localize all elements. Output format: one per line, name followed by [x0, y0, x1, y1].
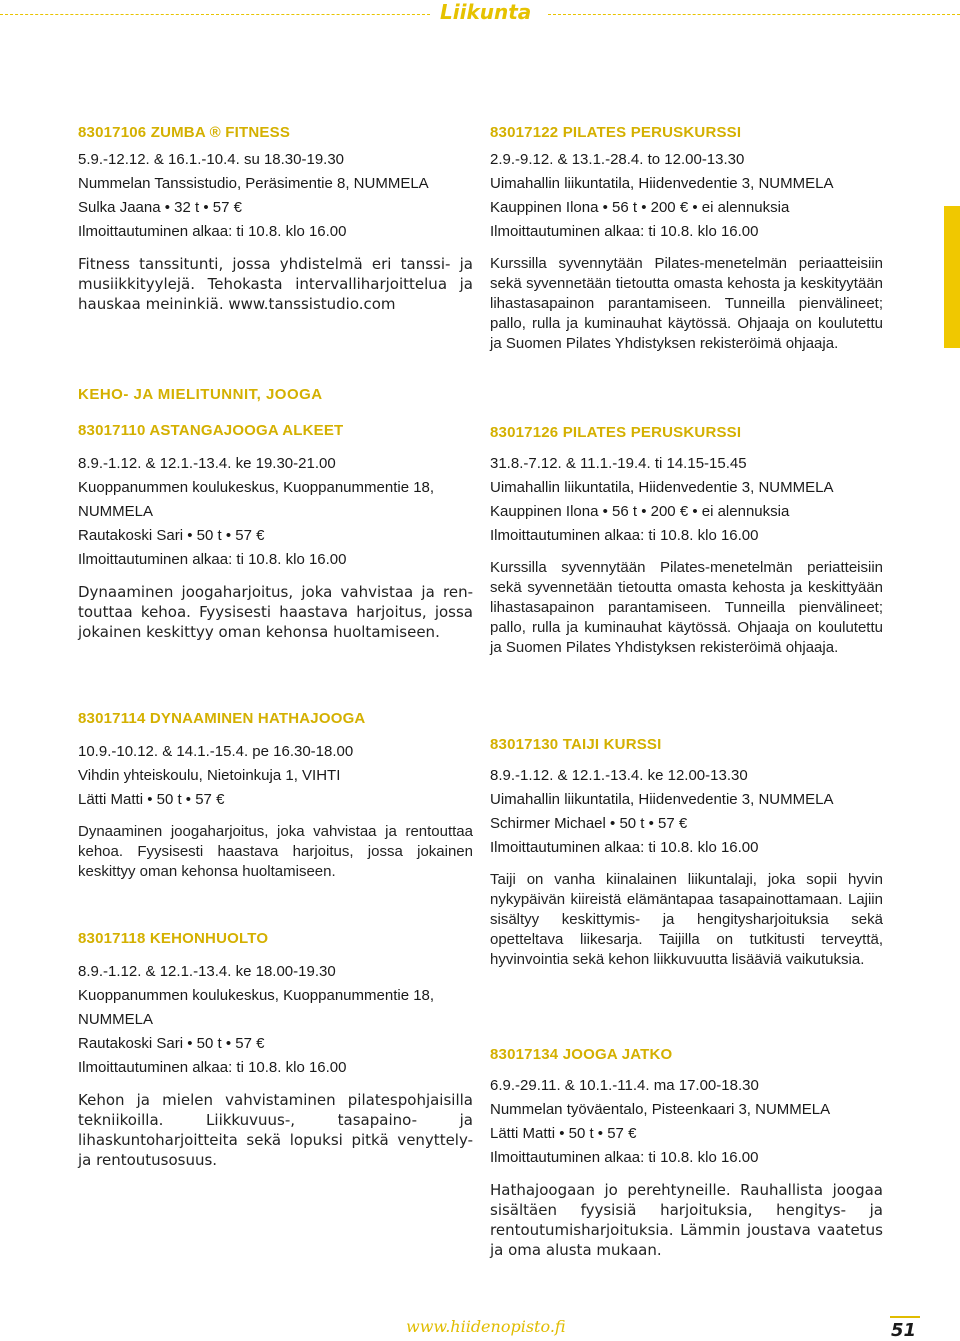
- course-kehonhuolto: [78, 928, 473, 1170]
- course-teacher: Rautakoski Sari • 50 t • 57 €: [78, 527, 265, 544]
- course-teacher: Sulka Jaana • 32 t • 57 €: [78, 199, 242, 216]
- course-info: [490, 764, 883, 860]
- course-registration: Ilmoittautuminen alkaa: ti 10.8. klo 16.00: [78, 1059, 347, 1076]
- course-description: Kurssilla syvennytään Pilates-menetelmän periatteisiin sekä syvennetään tietoutta omasta kehosta ja keskittyään lihastasapainon parantamiseen. Tunneilla pienvälineet; pallo, rulla ja kuminauhat käytössä. Ohjaaja on koulutettu ja Suomen Pilates Yhdistyksen rekisteröimä ohjaaja.: [490, 559, 883, 656]
- course-location: Uimahallin liikuntatila, Hiidenvedentie 3, NUMMELA: [490, 479, 834, 496]
- course-title: 83017110 ASTANGAJOOGA ALKEET: [78, 422, 344, 439]
- course-info: [78, 960, 473, 1080]
- category-title: KEHO- JA MIELITUNNIT, JOOGA: [78, 386, 323, 403]
- course-title: 83017130 TAIJI KURSSI: [490, 736, 662, 753]
- course-description: Kurssilla syvennytään Pilates-menetelmän periaatteisiin sekä syvennetään tietoutta omasta kehosta ja keskityytään lihastasapainon parantamiseen. Tunneilla pienvälineet; pallo, rulla ja kuminauhat käytössä. Ohjaaja on koulutettu ja Suomen Pilates Yhdistyksen rekisteröimä ohjaaja.: [490, 255, 883, 352]
- course-info: [78, 740, 473, 812]
- course-pilates-2: [490, 422, 883, 658]
- course-jooga-jatko: [490, 1044, 883, 1260]
- course-dates: 8.9.-1.12. & 12.1.-13.4. ke 12.00-13.30: [490, 767, 748, 784]
- course-dates: 2.9.-9.12. & 13.1.-28.4. to 12.00-13.30: [490, 151, 745, 168]
- course-teacher: Lätti Matti • 50 t • 57 €: [490, 1125, 637, 1142]
- course-hathajooga: [78, 708, 473, 882]
- course-description: Fitness tanssitunti, jossa yhdistelmä eri tanssi- ja musiikkityylejä. Tehokasta intervalliharjoittelua ja hauskaa meininkiä. www.tanssistudio.com: [78, 255, 473, 313]
- course-teacher: Schirmer Michael • 50 t • 57 €: [490, 815, 688, 832]
- course-info: [78, 148, 473, 244]
- course-info: [490, 1074, 883, 1170]
- course-registration: Ilmoittautuminen alkaa: ti 10.8. klo 16.00: [78, 223, 347, 240]
- course-registration: Ilmoittautuminen alkaa: ti 10.8. klo 16.00: [490, 839, 759, 856]
- course-description: Dynaaminen joogaharjoitus, joka vahvistaa ja ren-touttaa kehoa. Fyysisesti haastava harjoitus, jossa jokainen keskittyy oman kehonsa huoltamiseen.: [78, 583, 473, 641]
- course-description: Kehon ja mielen vahvistaminen pilatespohjaisilla tekniikoilla. Liikkuvuus-, tasapaino- ja lihaskuntoharjoitteita sekä lopuksi pitkä venyttely- ja rentoutusosuus.: [78, 1091, 473, 1169]
- header-rule-right: [548, 14, 960, 15]
- course-teacher: Rautakoski Sari • 50 t • 57 €: [78, 1035, 265, 1052]
- course-location: Uimahallin liikuntatila, Hiidenvedentie 3, NUMMELA: [490, 791, 834, 808]
- section-title: Liikunta: [440, 0, 532, 24]
- course-registration: Ilmoittautuminen alkaa: ti 10.8. klo 16.00: [490, 527, 759, 544]
- course-location: Kuoppanummen koulukeskus, Kuoppanummentie 18,: [78, 479, 435, 496]
- course-description: Dynaaminen joogaharjoitus, joka vahvistaa ja rentouttaa kehoa. Fyysisesti haastava harjoitus, jossa jokainen keskittyy oman kehonsa huoltamiseen.: [78, 823, 473, 880]
- course-dates: 8.9.-1.12. & 12.1.-13.4. ke 18.00-19.30: [78, 963, 336, 980]
- course-dates: 8.9.-1.12. & 12.1.-13.4. ke 19.30-21.00: [78, 455, 336, 472]
- course-dates: 10.9.-10.12. & 14.1.-15.4. pe 16.30-18.00: [78, 743, 354, 760]
- course-info: [490, 148, 883, 244]
- footer-website-link[interactable]: www.hiidenopisto.fi: [406, 1317, 566, 1336]
- course-location: Vihdin yhteiskoulu, Nietoinkuja 1, VIHTI: [78, 767, 341, 784]
- course-title: 83017118 KEHONHUOLTO: [78, 930, 269, 947]
- course-teacher: Kauppinen Ilona • 56 t • 200 € • ei alennuksia: [490, 199, 790, 216]
- course-description: Taiji on vanha kiinalainen liikuntalaji, joka sopii hyvin nykypäivän kiireistä elämäntapaa tasapainottamaan. Lajiin sisältyy keskittymis- ja hengitysharjoituksia sekä opetteltava liikesarja. Taijilla on tutkitusti terveyttä, hyvinvointia sekä kehon liikkuvuutta lisääviä vaikutuksia.: [490, 871, 883, 968]
- course-pilates-1: [490, 122, 883, 354]
- course-teacher: Lätti Matti • 50 t • 57 €: [78, 791, 225, 808]
- page-edge-tab: [944, 206, 960, 348]
- course-location-town: NUMMELA: [78, 1011, 154, 1028]
- course-dates: 6.9.-29.11. & 10.1.-11.4. ma 17.00-18.30: [490, 1077, 759, 1094]
- course-description: Hathajoogaan jo perehtyneille. Rauhallista joogaa sisältäen fyysisiä harjoituksia, hengitys- ja rentoutumisharjoituksia. Lämmin joustava vaatetus ja oma alusta mukaan.: [490, 1181, 883, 1259]
- course-info: [490, 452, 883, 548]
- course-title: 83017106 ZUMBA ® FITNESS: [78, 124, 291, 141]
- course-zumba: [78, 122, 473, 314]
- course-title: 83017122 PILATES PERUSKURSSI: [490, 124, 742, 141]
- course-location: Uimahallin liikuntatila, Hiidenvedentie 3, NUMMELA: [490, 175, 834, 192]
- page-number: 51: [890, 1320, 916, 1341]
- course-dates: 5.9.-12.12. & 16.1.-10.4. su 18.30-19.30: [78, 151, 345, 168]
- course-location: Nummelan Tanssistudio, Peräsimentie 8, NUMMELA: [78, 175, 429, 192]
- course-registration: Ilmoittautuminen alkaa: ti 10.8. klo 16.00: [490, 223, 759, 240]
- course-dates: 31.8.-7.12. & 11.1.-19.4. ti 14.15-15.45: [490, 455, 747, 472]
- course-location: Nummelan työväentalo, Pisteenkaari 3, NUMMELA: [490, 1101, 831, 1118]
- course-title: 83017114 DYNAAMINEN HATHAJOOGA: [78, 710, 366, 727]
- course-astanga: [78, 420, 473, 642]
- course-title: 83017134 JOOGA JATKO: [490, 1046, 673, 1063]
- course-registration: Ilmoittautuminen alkaa: ti 10.8. klo 16.00: [490, 1149, 759, 1166]
- page-number-rule: [890, 1316, 920, 1318]
- course-location-town: NUMMELA: [78, 503, 154, 520]
- course-info: [78, 452, 473, 572]
- course-registration: Ilmoittautuminen alkaa: ti 10.8. klo 16.00: [78, 551, 347, 568]
- course-location: Kuoppanummen koulukeskus, Kuoppanummentie 18,: [78, 987, 435, 1004]
- course-teacher: Kauppinen Ilona • 56 t • 200 € • ei alennuksia: [490, 503, 790, 520]
- course-taiji: [490, 734, 883, 970]
- header-rule-left: [0, 14, 430, 15]
- course-title: 83017126 PILATES PERUSKURSSI: [490, 424, 742, 441]
